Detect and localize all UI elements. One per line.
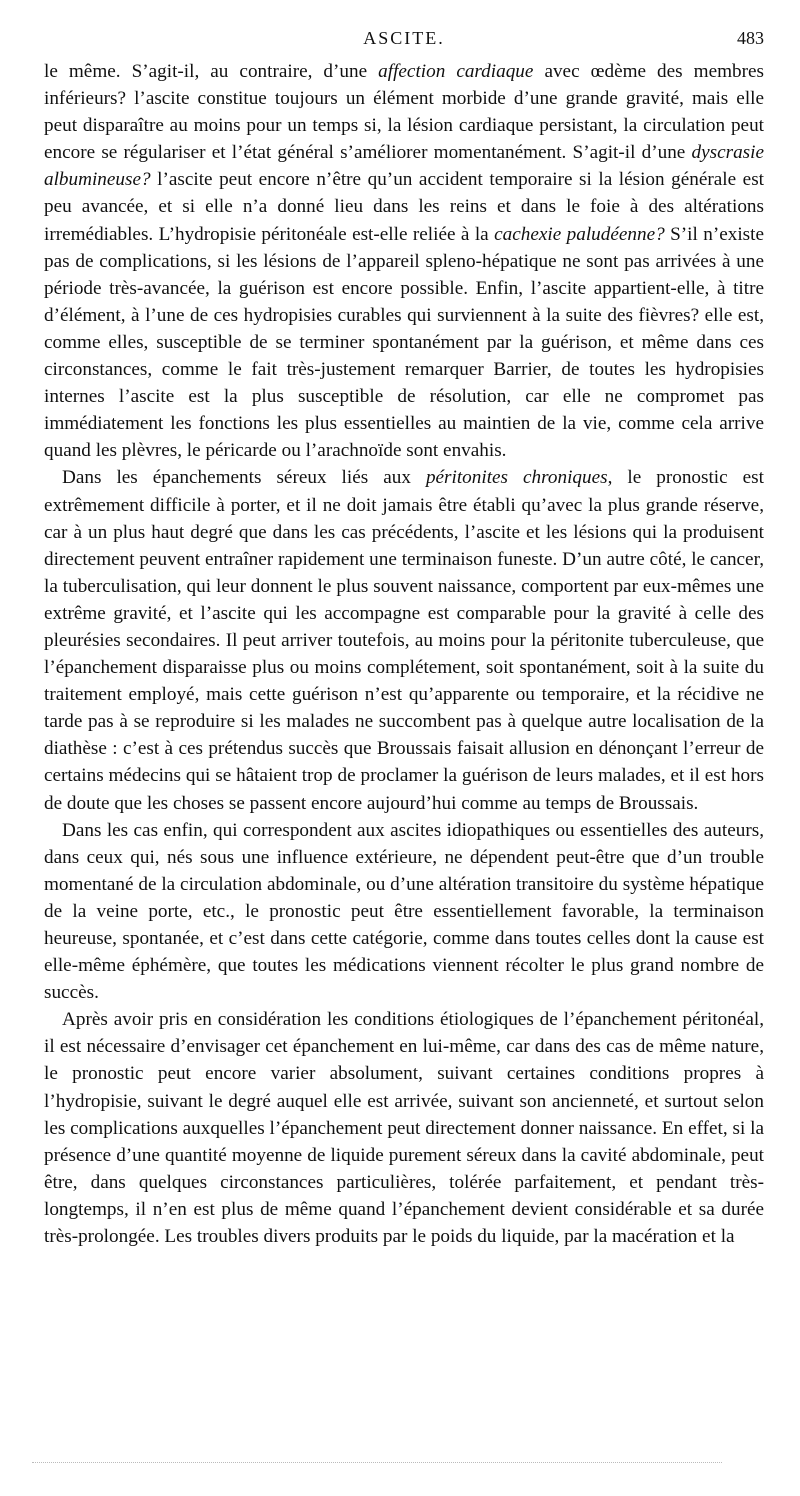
- italic-term: affection cardiaque: [378, 61, 534, 82]
- text-run: Après avoir pris en considération les conditions étiologiques de l’épanchement péritonéal, il est nécessaire d’envisager cet épanchement en lui-même, car dans des cas de même nature, le pronostic peut encore varier absolument, suivant certaines conditions propres à l’hydropisie, suivant le degré auquel elle est arrivée, suivant son ancienneté, et surtout selon les complications auxquelles l’épanchement peut directement donner naissance. En effet, si la présence d’une quantité moyenne de liquide purement séreux dans la cavité abdominale, peut être, dans quelques circonstances particulières, tolérée parfaitement, et pendant très-longtemps, il n’en est plus de même quand l’épanchement devient considérable et sa durée très-prolongée. Les troubles divers produits par le poids du liquide, par la macération et la: [44, 1009, 764, 1248]
- footer-rule: [32, 1462, 722, 1463]
- paragraph-2: [44, 464, 764, 816]
- italic-term: cachexie paludéenne?: [494, 223, 665, 245]
- text-run: Dans les épanchements séreux liés aux: [62, 467, 426, 489]
- italic-term: péritonites chroniques: [425, 467, 608, 489]
- body-text: [44, 58, 764, 1250]
- text-run: avec œdème des membres inférieurs? l’ascite constitue toujours un élément morbide d’une grande gravité, mais elle peut disparaître au moins pour un temps si, la lésion cardiaque persistant, la circulation peut encore se régulariser et l’état général s’améliorer momentanément. S’agit-il d’une: [44, 61, 764, 164]
- text-run: Dans les cas enfin, qui correspondent aux ascites idiopathiques ou essentielles des auteurs, dans ceux qui, nés sous une influence extérieure, ne dépendent peut-être que d’un trouble momentané de la circulation abdominale, ou d’une altération transitoire du système hépatique de la veine porte, etc., le pronostic peut être essentiellement favorable, la terminaison heureuse, spontanée, et c’est dans cette catégorie, comme dans toutes celles dont la cause est elle-même éphémère, que toutes les médications viennent récolter le plus grand nombre de succès.: [44, 819, 764, 1004]
- text-run: l’ascite peut encore n’être qu’un accident temporaire si la lésion générale est peu avancée, et si elle n’a donné lieu dans les reins et dans le foie à des altérations irremédiables. L’hydropisie péritonéale est-elle reliée à la: [44, 169, 764, 245]
- text-run: S’il n’existe pas de complications, si les lésions de l’appareil spleno-hépatique ne sont pas arrivées à une période très-avancée, la guérison est encore possible. Enfin, l’ascite appartient-elle, à titre d’élément, à l’une de ces hydropisies curables qui surviennent à la suite des fièvres? elle est, comme elles, susceptible de se terminer spontanément par la guérison, et même dans ces circonstances, comme le fait très-justement remarquer Barrier, de toutes les hydropisies internes l’ascite est la plus susceptible de résolution, car elle ne compromet pas immédiatement les fonctions les plus essentielles au maintien de la vie, comme cela arrive quand les plèvres, le péricarde ou l’arachnoïde sont envahis.: [44, 223, 764, 462]
- paragraph-1: [44, 58, 764, 464]
- text-run: , le pronostic est extrêmement difficile à porter, et il ne doit jamais être établi qu’avec la plus grande réserve, car à un plus haut degré que dans les cas précédents, l’ascite et les lésions qui la produisent directement peuvent entraîner rapidement une terminaison funeste. D’un autre côté, le cancer, la tuberculisation, qui leur donnent le plus souvent naissance, comportent par eux-mêmes une extrême gravité, et l’ascite qui les accompagne est comparable pour la gravité à celle des pleurésies secondaires. Il peut arriver toutefois, au moins pour la péritonite tuberculeuse, que l’épanchement disparaisse plus ou moins complétement, soit spontanément, soit à la suite du traitement employé, mais cette guérison n’est qu’apparente ou temporaire, et la récidive ne tarde pas à se reproduire si les malades ne succombent pas à quelque autre localisation de la diathèse : c’est à ces prétendus succès que Broussais faisait allusion en dénonçant l’erreur de certains médecins qui se hâtaient trop de proclamer la guérison de leurs malades, et il est hors de doute que les choses se passent encore aujourd’hui comme au temps de Broussais.: [44, 467, 764, 814]
- running-head: [44, 28, 764, 58]
- running-title: ASCITE.: [363, 28, 445, 48]
- paragraph-3: [44, 817, 764, 1007]
- italic-term: dyscrasie albumineuse?: [44, 142, 764, 191]
- paragraph-4: [44, 1006, 764, 1250]
- book-page: [44, 28, 764, 1250]
- text-run: le même. S’agit-il, au contraire, d’une: [44, 61, 379, 82]
- page-number: 483: [737, 28, 764, 48]
